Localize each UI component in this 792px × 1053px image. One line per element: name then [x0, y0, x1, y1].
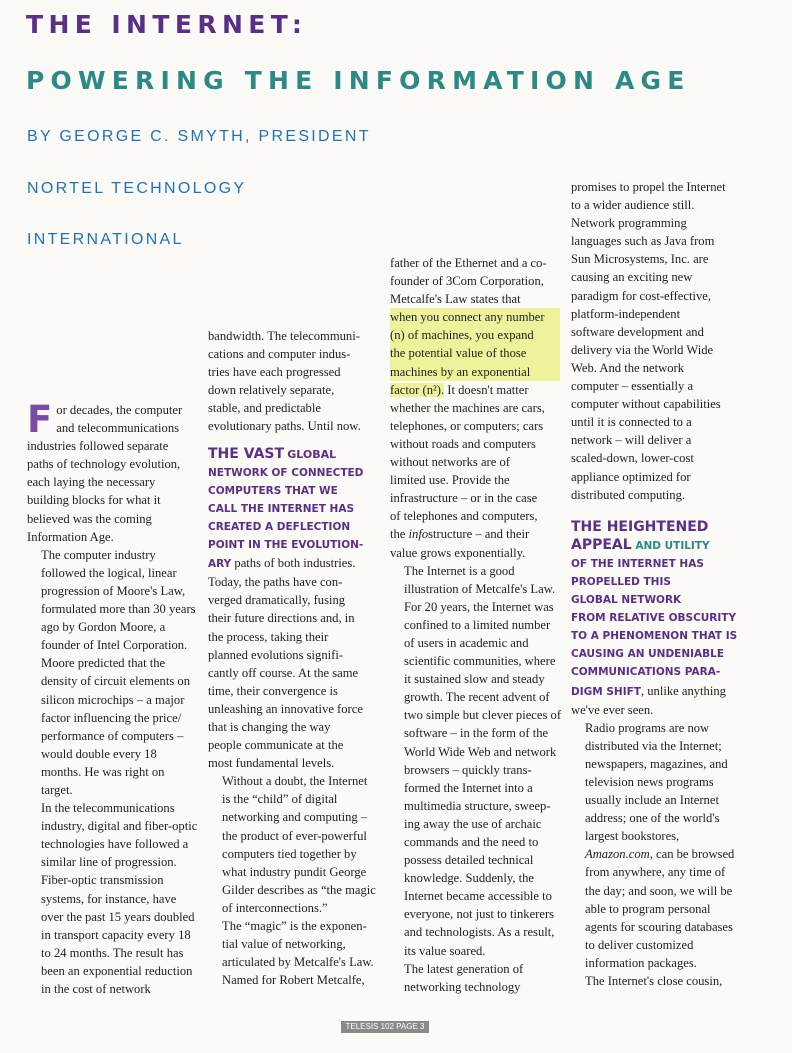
- text-line: founder of Intel Corporation.: [41, 638, 188, 653]
- text-line: the process, taking their: [208, 629, 329, 644]
- text-line: languages such as Java from: [571, 234, 715, 249]
- pull-quote-lead: APPEAL: [571, 536, 632, 553]
- paragraph: [571, 178, 746, 504]
- text-line: The computer industry: [41, 547, 156, 562]
- text-line: television news programs: [585, 775, 714, 789]
- text-line: Moore predicted that the: [41, 656, 166, 671]
- text-line: from anywhere, any time of: [585, 865, 726, 880]
- text-line: networking technology: [404, 979, 521, 994]
- pull-quote: [208, 445, 373, 574]
- text-line: would double every 18: [41, 746, 157, 761]
- text-line: people communicate at the: [208, 738, 344, 753]
- article-column-1: [27, 398, 198, 998]
- text-line: months. He was right on: [41, 764, 165, 779]
- paragraph: [571, 972, 746, 990]
- article-column-4: [571, 178, 746, 990]
- text-line: value grows exponentially.: [390, 545, 526, 560]
- text-line: distributed computing.: [571, 487, 686, 502]
- text-line: paradigm for cost-effective,: [571, 288, 711, 303]
- body-text: structure – and their: [428, 527, 530, 542]
- text-line: illustration of Metcalfe's Law.: [404, 581, 556, 596]
- text-line: that is changing the way: [208, 719, 331, 734]
- text-line: paths of technology evolution,: [27, 457, 181, 472]
- emphasis-text: Amazon.com: [585, 847, 650, 862]
- text-line: Information Age.: [27, 529, 114, 544]
- pull-quote-text: COMMUNICATIONS PARA-: [571, 666, 721, 679]
- body-text: paths of both industries.: [231, 556, 356, 571]
- text-line: time, their convergence is: [208, 683, 338, 698]
- text-line: evolutionary paths. Until now.: [208, 419, 361, 434]
- text-line: bandwidth. The telecommuni-: [208, 329, 360, 343]
- text-line: progression of Moore's Law,: [41, 583, 186, 598]
- paragraph: [27, 398, 192, 546]
- text-line: target.: [41, 782, 73, 797]
- pull-quote-text: COMPUTERS THAT WE: [208, 484, 338, 497]
- pull-quote-text: POINT IN THE EVOLUTION-: [208, 539, 364, 552]
- text-line: of telephones and computers,: [390, 509, 538, 524]
- pull-quote-text: DIGM SHIFT: [571, 685, 641, 698]
- text-line: without roads and computers: [390, 436, 536, 451]
- text-line: appliance optimized for: [571, 469, 691, 484]
- text-line: of interconnections.”: [222, 900, 328, 915]
- text-line: formed the Internet into a: [404, 780, 533, 795]
- pull-quote-lead: THE VAST: [208, 445, 285, 462]
- text-line: telephones, or computers; cars: [390, 418, 544, 433]
- pull-quote-text: CALL THE INTERNET HAS: [208, 502, 355, 515]
- text-line: tial value of networking,: [222, 937, 346, 952]
- pull-quote-text: PROPELLED THIS: [571, 575, 671, 588]
- text-line: or decades, the computer: [56, 403, 183, 417]
- paragraph: [208, 917, 373, 989]
- text-line: growth. The recent advent of: [404, 690, 550, 705]
- text-line: cantly off course. At the same: [208, 665, 359, 680]
- text-line: Without a doubt, the Internet: [222, 774, 368, 789]
- text-line: of users in academic and: [404, 635, 529, 650]
- text-line: commands and the need to: [404, 835, 539, 849]
- text-line: In the telecommunications: [41, 801, 175, 816]
- text-line: causing an exciting new: [571, 270, 693, 285]
- text-line: ing away the use of archaic: [404, 816, 542, 831]
- text-line: followed the logical, linear: [41, 565, 177, 580]
- paragraph: [390, 254, 560, 562]
- highlighted-text: when you connect any number: [390, 308, 560, 326]
- text-line: software development and: [571, 324, 704, 339]
- text-line: Web. And the network: [571, 360, 685, 375]
- text-line: two simple but clever pieces of: [404, 708, 562, 723]
- page-footer: TELESIS 102 PAGE 3: [341, 1021, 429, 1033]
- byline-line-1: BY GEORGE C. SMYTH, PRESIDENT: [27, 128, 371, 145]
- text-line: until it is connected to a: [571, 415, 692, 430]
- text-line: largest bookstores,: [585, 829, 680, 844]
- text-line: most fundamental levels.: [208, 756, 335, 771]
- text-line: Today, the paths have con-: [208, 575, 343, 590]
- text-line: building blocks for what it: [27, 493, 161, 508]
- text-line: technologies have followed a: [41, 837, 189, 852]
- text-line: industries followed separate: [27, 439, 169, 454]
- paragraph: [27, 799, 198, 998]
- text-line: stable, and predictable: [208, 401, 321, 416]
- text-line: what industry pundit George: [222, 864, 367, 879]
- text-line: whether the machines are cars,: [390, 400, 545, 415]
- text-line: limited use. Provide the: [390, 473, 510, 488]
- text-line: scaled-down, lower-cost: [571, 451, 694, 466]
- paragraph: [208, 772, 376, 917]
- text-line: and technologists. As a result,: [404, 925, 555, 940]
- body-text: , unlike anything: [640, 683, 726, 698]
- text-line: founder of 3Com Corporation,: [390, 274, 544, 289]
- text-line: Fiber-optic transmission: [41, 873, 164, 888]
- text-line: usually include an Internet: [585, 793, 719, 808]
- body-text: the: [390, 527, 409, 542]
- text-line: Metcalfe's Law states that: [390, 292, 521, 307]
- body-text: It doesn't matter: [444, 382, 529, 397]
- text-line: everyone, not just to tinkerers: [404, 907, 555, 922]
- text-line: computer – essentially a: [571, 379, 694, 394]
- text-line: networking and computing –: [222, 810, 368, 825]
- text-line: scientific communities, where: [404, 654, 556, 669]
- pull-quote-text: FROM RELATIVE OBSCURITY: [571, 612, 737, 625]
- pull-quote-text: CAUSING AN UNDENIABLE: [571, 648, 725, 661]
- byline-line-2: NORTEL TECHNOLOGY: [27, 180, 247, 197]
- pull-quote-text: TO A PHENOMENON THAT IS: [571, 630, 738, 643]
- body-text: , can be browsed: [649, 847, 735, 862]
- text-line: similar line of progression.: [41, 855, 177, 870]
- article-column-3: [390, 254, 560, 996]
- text-line: delivery via the World Wide: [571, 342, 714, 357]
- text-line: The latest generation of: [404, 961, 524, 976]
- text-line: promises to propel the Internet: [571, 180, 726, 194]
- text-line: cations and computer indus-: [208, 347, 351, 362]
- text-line: planned evolutions signifi-: [208, 647, 344, 662]
- text-line: The “magic” is the exponen-: [222, 919, 367, 933]
- emphasis-text: info: [408, 527, 429, 542]
- text-line: over the past 15 years doubled: [41, 909, 195, 924]
- text-line: Radio programs are now: [585, 720, 710, 735]
- text-line: platform-independent: [571, 306, 681, 321]
- text-line: industry, digital and fiber-optic: [41, 819, 198, 834]
- text-line: the product of ever-powerful: [222, 828, 367, 843]
- text-line: ago by Gordon Moore, a: [41, 620, 166, 635]
- text-line: multimedia structure, sweep-: [404, 798, 551, 813]
- text-line: For 20 years, the Internet was: [404, 599, 554, 614]
- highlighted-text: machines by an exponential: [390, 363, 560, 381]
- text-line: density of circuit elements on: [41, 674, 190, 689]
- text-line: the day; and soon, we will be: [585, 883, 733, 898]
- text-line: knowledge. Suddenly, the: [404, 871, 534, 886]
- text-line: software – in the form of the: [404, 726, 549, 741]
- text-line: formulated more than 30 years: [41, 602, 196, 617]
- text-line: browsers – quickly trans-: [404, 762, 532, 777]
- text-line: Gilder describes as “the magic: [222, 882, 376, 897]
- text-line: The Internet's close cousin,: [585, 974, 723, 989]
- text-line: Sun Microsystems, Inc. are: [571, 252, 709, 267]
- text-line: agents for scouring databases: [585, 919, 733, 934]
- text-line: their future directions and, in: [208, 611, 355, 626]
- pull-quote-text: GLOBAL: [287, 447, 337, 461]
- pull-quote-text: GLOBAL NETWORK: [571, 594, 682, 607]
- text-line: possess detailed technical: [404, 853, 534, 868]
- pull-quote: [571, 518, 746, 719]
- paragraph: [571, 719, 746, 972]
- text-line: unleashing an innovative force: [208, 701, 363, 716]
- byline-line-3: INTERNATIONAL: [27, 231, 184, 248]
- paragraph: [390, 960, 560, 996]
- text-line: Network programming: [571, 216, 687, 231]
- text-line: performance of computers –: [41, 728, 184, 743]
- text-line: factor influencing the price/: [41, 710, 182, 725]
- text-line: tries have each progressed: [208, 365, 341, 380]
- text-line: distributed via the Internet;: [585, 738, 722, 753]
- text-line: infrastructure – or in the case: [390, 491, 538, 506]
- paragraph: [208, 573, 373, 772]
- drop-cap: F: [27, 398, 53, 441]
- text-line: silicon microchips – a major: [41, 692, 185, 707]
- text-line: newspapers, magazines, and: [585, 756, 728, 771]
- text-line: network – will deliver a: [571, 433, 692, 448]
- highlighted-text: factor (n²).: [390, 382, 445, 397]
- text-line: without networks are of: [390, 455, 510, 470]
- text-line: World Wide Web and network: [404, 744, 557, 759]
- text-line: verged dramatically, fusing: [208, 593, 346, 608]
- text-line: is the “child” of digital: [222, 792, 338, 807]
- paragraph: [208, 327, 373, 436]
- text-line: information packages.: [585, 955, 697, 970]
- text-line: been an exponential reduction: [41, 963, 193, 978]
- text-line: father of the Ethernet and a co-: [390, 256, 547, 270]
- text-line: we've ever seen.: [571, 702, 654, 717]
- highlighted-text: (n) of machines, you expand: [390, 326, 560, 344]
- pull-quote-text: AND UTILITY: [631, 539, 710, 552]
- text-line: computers tied together by: [222, 846, 357, 861]
- text-line: believed was the coming: [27, 511, 152, 526]
- text-line: articulated by Metcalfe's Law.: [222, 955, 374, 970]
- text-line: systems, for instance, have: [41, 891, 177, 906]
- pull-quote-lead: THE HEIGHTENED: [571, 518, 709, 535]
- text-line: to a wider audience still.: [571, 198, 695, 213]
- headline-line-1: THE INTERNET:: [26, 10, 308, 39]
- text-line: The Internet is a good: [404, 563, 515, 578]
- highlighted-text: the potential value of those: [390, 344, 560, 362]
- paragraph: [390, 562, 560, 960]
- text-line: address; one of the world's: [585, 811, 720, 826]
- text-line: Internet became accessible to: [404, 889, 552, 904]
- pull-quote-text: CREATED A DEFLECTION: [208, 520, 351, 533]
- text-line: computer without capabilities: [571, 397, 721, 412]
- text-line: in the cost of network: [41, 982, 151, 996]
- text-line: to deliver customized: [585, 937, 694, 952]
- pull-quote-text: NETWORK OF CONNECTED: [208, 466, 364, 479]
- text-line: it sustained slow and steady: [404, 672, 545, 687]
- text-line: its value soared.: [404, 943, 486, 958]
- headline-line-2: POWERING THE INFORMATION AGE: [26, 66, 691, 95]
- text-line: Named for Robert Metcalfe,: [222, 973, 365, 988]
- text-line: in transport capacity every 18: [41, 927, 191, 942]
- text-line: down relatively separate,: [208, 383, 335, 398]
- paragraph: [27, 546, 196, 799]
- text-line: able to program personal: [585, 901, 711, 916]
- pull-quote-text: OF THE INTERNET HAS: [571, 557, 704, 570]
- article-column-2: [208, 327, 376, 989]
- text-line: and telecommunications: [56, 421, 180, 436]
- text-line: to 24 months. The result has: [41, 945, 184, 960]
- pull-quote-text: ARY: [208, 558, 232, 571]
- text-line: confined to a limited number: [404, 617, 551, 632]
- text-line: each laying the necessary: [27, 475, 156, 490]
